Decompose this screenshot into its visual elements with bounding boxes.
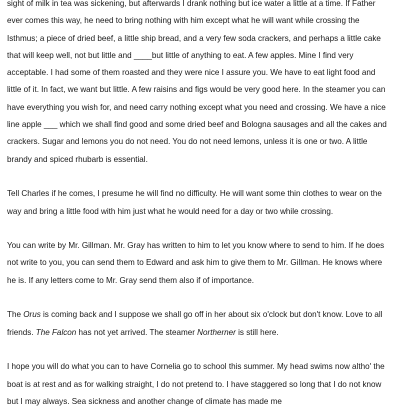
- ship-name-orus: Orus: [23, 310, 41, 320]
- steamers-text-4: is still here.: [235, 327, 279, 337]
- steamers-text-1: The: [7, 310, 24, 320]
- ship-name-northerner: Northerner: [197, 327, 236, 337]
- ship-name-falcon: The Falcon: [35, 327, 77, 337]
- paragraph-provisions: sight of milk in tea was sickening, but afterwards I drank nothing but ice water a little at a time. If Father ever comes this way, he need to bring nothing with him except what he will want while crossing the Isthmus; a piece of dried beef, a little ship bread, and a very few soda crackers, and perhaps a little cake that will keep well, not but little and ____but little of anything to eat. A few apples. Mine I find very acceptable. I had some of them roasted and they were nice I assure you. We have to eat light food and little of it. In fact, we want but little. A few raisins and figs would be very good here. In the steamer you can have everything you wish for, and need carry nothing except what you need and crossing. We have a nice line apple ___ which we shall find good and some dried beef and Bologna sausages and all the cakes and crackers. Sugar and lemons you do not need. You do not need lemons, unless it is one or two. A little brandy and spiced rhubarb is essential.: [7, 0, 387, 164]
- letter-body: [7, 0, 391, 410]
- paragraph-gillman: You can write by Mr. Gillman. Mr. Gray has written to him to let you know where to send to him. If he does not write to you, you can send them to Edward and ask him to give them to Mr. Gillman. He knows where he is. If any letters come to Mr. Gray send them also if of importance.: [7, 241, 385, 285]
- steamers-text-3: has not yet arrived. The steamer: [76, 327, 198, 337]
- paragraph-cornelia: I hope you will do what you can to have Cornelia go to school this summer. My head swims now altho' the boat is at rest and as for walking straight, I do not pretend to. I have staggered so long that I do not know but I may always. Sea sickness and another change of climate has made me: [7, 362, 385, 406]
- paragraph-charles: Tell Charles if he comes, I presume he will find no difficulty. He will want some thin clothes to wear on the way and bring a little food with him just what he would need for a day or two while crossing.: [7, 189, 382, 216]
- steamers-text-2: is coming back and I suppose we shall go off in her about six o'clock but don't know. Love to all friends.: [7, 310, 383, 337]
- paragraph-steamers: [7, 306, 391, 341]
